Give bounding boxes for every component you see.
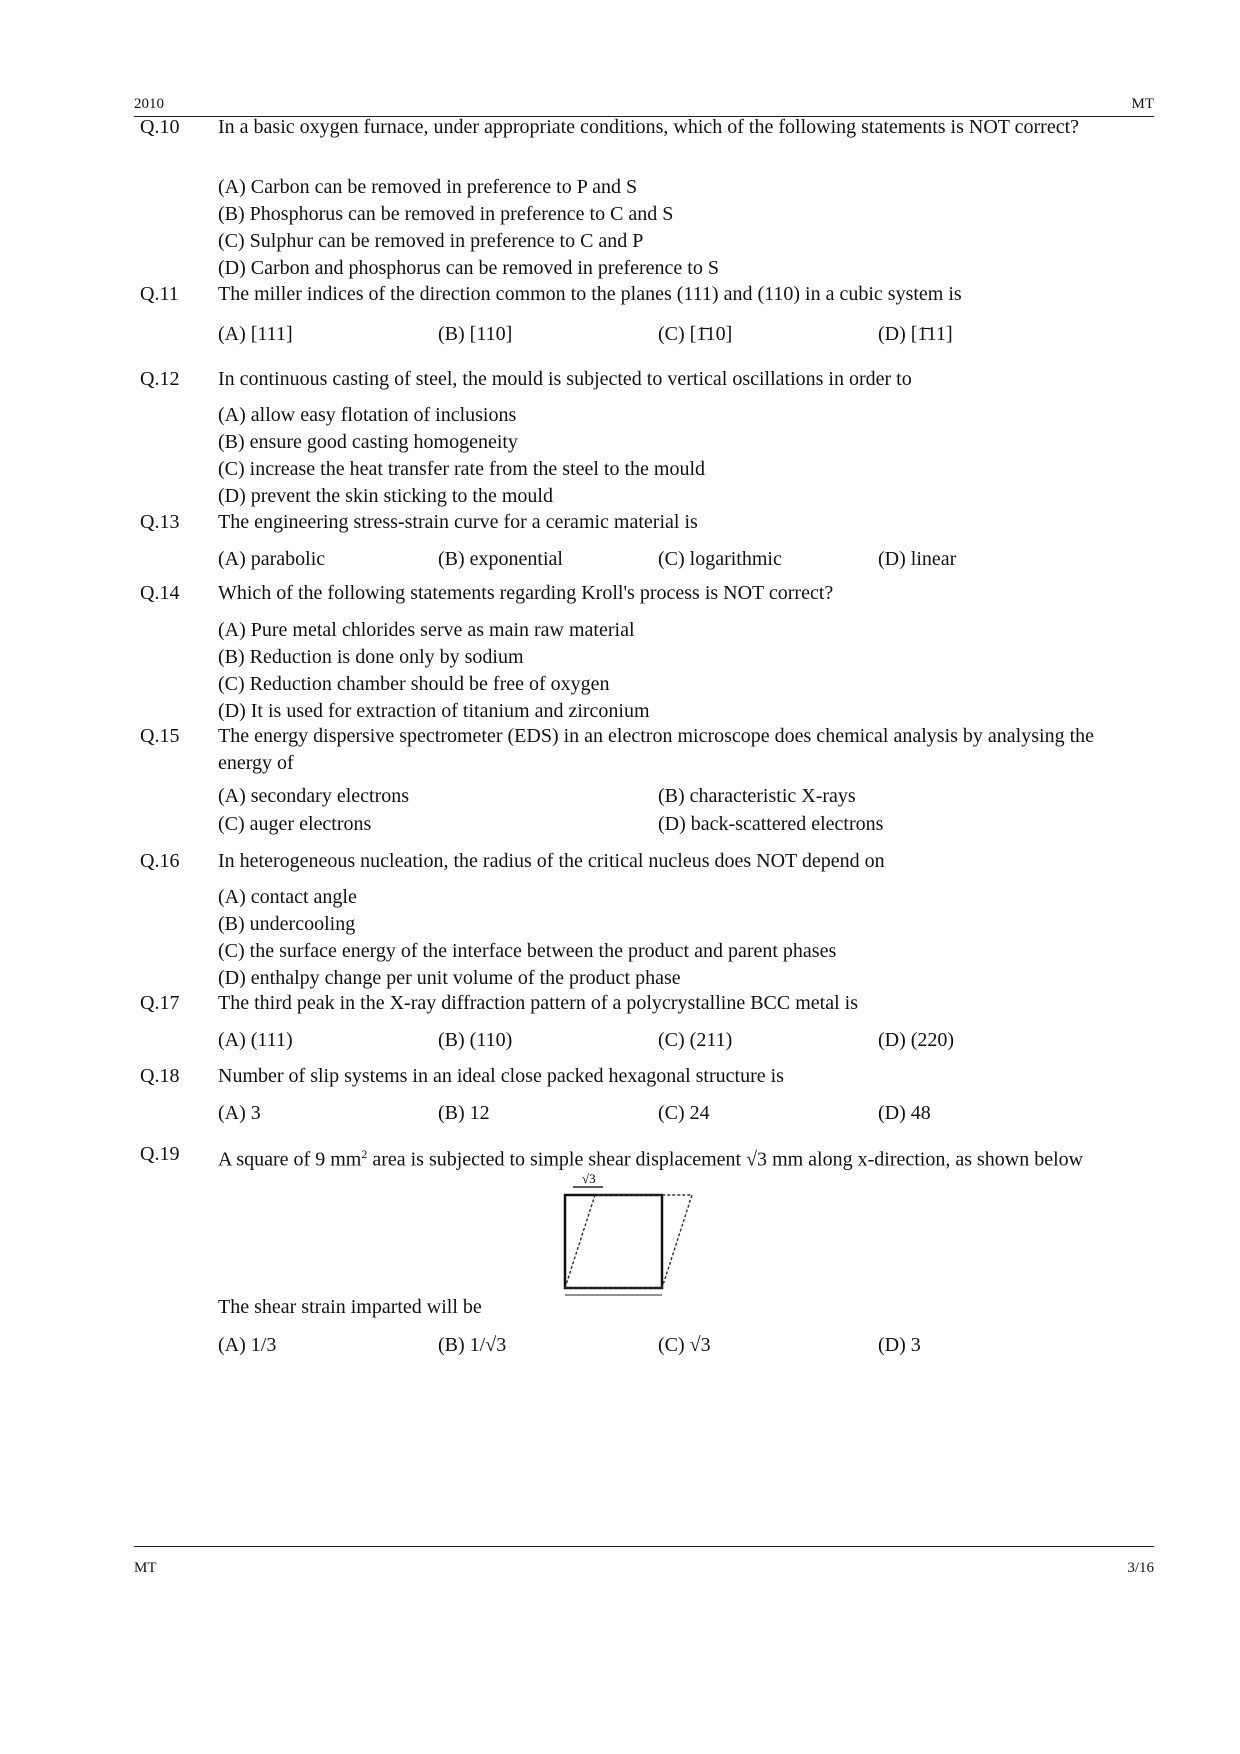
question-text: Which of the following statements regarding Kroll's process is NOT correct? <box>218 582 834 604</box>
footer-code: MT <box>134 1560 157 1576</box>
option-b: (B) 12 <box>438 1102 490 1124</box>
option-b: (B) undercooling <box>218 913 356 935</box>
option-c: (C) the surface energy of the interface between the product and parent phases <box>218 940 837 962</box>
option-a: (A) Pure metal chlorides serve as main raw material <box>218 619 635 641</box>
option-list <box>218 546 1138 573</box>
sheared-shape <box>565 1195 692 1288</box>
question-19-followup <box>140 1294 1140 1356</box>
option-b: (B) [110] <box>438 323 513 345</box>
option-a: (A) allow easy flotation of inclusions <box>218 404 517 426</box>
question-number: Q.12 <box>140 368 180 390</box>
option-list <box>218 1027 1138 1054</box>
option-list <box>218 1332 1138 1359</box>
question-number: Q.16 <box>140 850 180 872</box>
option-a: (A) contact angle <box>218 886 357 908</box>
footer-rule <box>134 1546 1154 1547</box>
question-text: The engineering stress-strain curve for a ceramic material is <box>218 511 698 533</box>
option-c: (C) [1̄10] <box>658 323 733 345</box>
followup-text: The shear strain imparted will be <box>218 1296 482 1318</box>
question-number: Q.14 <box>140 582 180 604</box>
option-c: (C) increase the heat transfer rate from the steel to the mould <box>218 458 706 480</box>
option-d: (D) (220) <box>878 1029 955 1051</box>
option-b: (B) characteristic X-rays <box>658 785 856 807</box>
shear-diagram <box>555 1168 715 1296</box>
option-d: (D) 3 <box>878 1334 921 1356</box>
option-d: (D) It is used for extraction of titanium and zirconium <box>218 700 650 722</box>
option-a: (A) parabolic <box>218 548 326 570</box>
option-c: (C) √3 <box>658 1334 711 1356</box>
option-d: (D) enthalpy change per unit volume of the product phase <box>218 967 681 989</box>
question-number: Q.19 <box>140 1143 180 1165</box>
option-c: (C) logarithmic <box>658 548 782 570</box>
question-text: In a basic oxygen furnace, under appropriate conditions, which of the following statements is NOT correct? <box>218 116 1080 138</box>
option-a: (A) (111) <box>218 1029 293 1051</box>
option-list <box>218 884 1138 992</box>
original-square <box>565 1195 662 1288</box>
question-18 <box>140 1063 1140 1124</box>
option-b: (B) (110) <box>438 1029 513 1051</box>
option-c: (C) (211) <box>658 1029 733 1051</box>
question-13 <box>140 509 1140 570</box>
question-number: Q.18 <box>140 1065 180 1087</box>
option-a: (A) 3 <box>218 1102 261 1124</box>
option-a: (A) 1/3 <box>218 1334 277 1356</box>
option-c: (C) Reduction chamber should be free of oxygen <box>218 673 610 695</box>
question-text: The energy dispersive spectrometer (EDS) in an electron microscope does chemical analysis by analysing the energy of <box>218 725 1095 774</box>
question-number: Q.13 <box>140 511 180 533</box>
question-number: Q.10 <box>140 116 180 138</box>
question-text: A square of 9 $mm^2$ area is subjected to simple shear displacement √3 mm along x-direction, as shown below <box>218 1147 1084 1171</box>
option-b: (B) exponential <box>438 548 563 570</box>
page-number: 3/16 <box>1127 1560 1154 1576</box>
option-c: (C) Sulphur can be removed in preference to C and P <box>218 230 644 252</box>
option-d: (D) prevent the skin sticking to the mould <box>218 485 553 507</box>
question-number: Q.15 <box>140 725 180 747</box>
option-list <box>218 783 1138 839</box>
question-text: In continuous casting of steel, the mould is subjected to vertical oscillations in order to <box>218 368 912 390</box>
displacement-label: √3 <box>582 1171 596 1186</box>
question-text: The miller indices of the direction common to the planes (111) and (110) in a cubic system is <box>218 283 962 305</box>
question-number: Q.11 <box>140 283 179 305</box>
option-b: (B) Phosphorus can be removed in preference to C and S <box>218 203 674 225</box>
question-11 <box>140 281 1140 345</box>
option-list <box>218 402 1138 510</box>
option-list <box>218 174 1138 282</box>
option-list <box>218 1100 1138 1127</box>
option-a: (A) secondary electrons <box>218 785 410 807</box>
header-year: 2010 <box>134 96 164 112</box>
question-text: In heterogeneous nucleation, the radius of the critical nucleus does NOT depend on <box>218 850 885 872</box>
option-b: (B) ensure good casting homogeneity <box>218 431 518 453</box>
option-d: (D) 48 <box>878 1102 931 1124</box>
option-d: (D) linear <box>878 548 957 570</box>
option-a: (A) Carbon can be removed in preference to P and S <box>218 176 638 198</box>
header-code: MT <box>1131 96 1154 112</box>
option-list <box>218 321 1138 348</box>
option-b: (B) Reduction is done only by sodium <box>218 646 524 668</box>
option-d: (D) [1̄11] <box>878 323 953 345</box>
option-d: (D) Carbon and phosphorus can be removed in preference to S <box>218 257 719 279</box>
option-list <box>218 617 1138 725</box>
option-a: (A) [111] <box>218 323 293 345</box>
option-b: (B) 1/√3 <box>438 1334 507 1356</box>
question-text: Number of slip systems in an ideal close packed hexagonal structure is <box>218 1065 784 1087</box>
option-c: (C) 24 <box>658 1102 710 1124</box>
question-text: The third peak in the X-ray diffraction pattern of a polycrystalline BCC metal is <box>218 992 858 1014</box>
option-c: (C) auger electrons <box>218 813 372 835</box>
question-17 <box>140 990 1140 1051</box>
question-number: Q.17 <box>140 992 180 1014</box>
option-d: (D) back-scattered electrons <box>658 813 884 835</box>
